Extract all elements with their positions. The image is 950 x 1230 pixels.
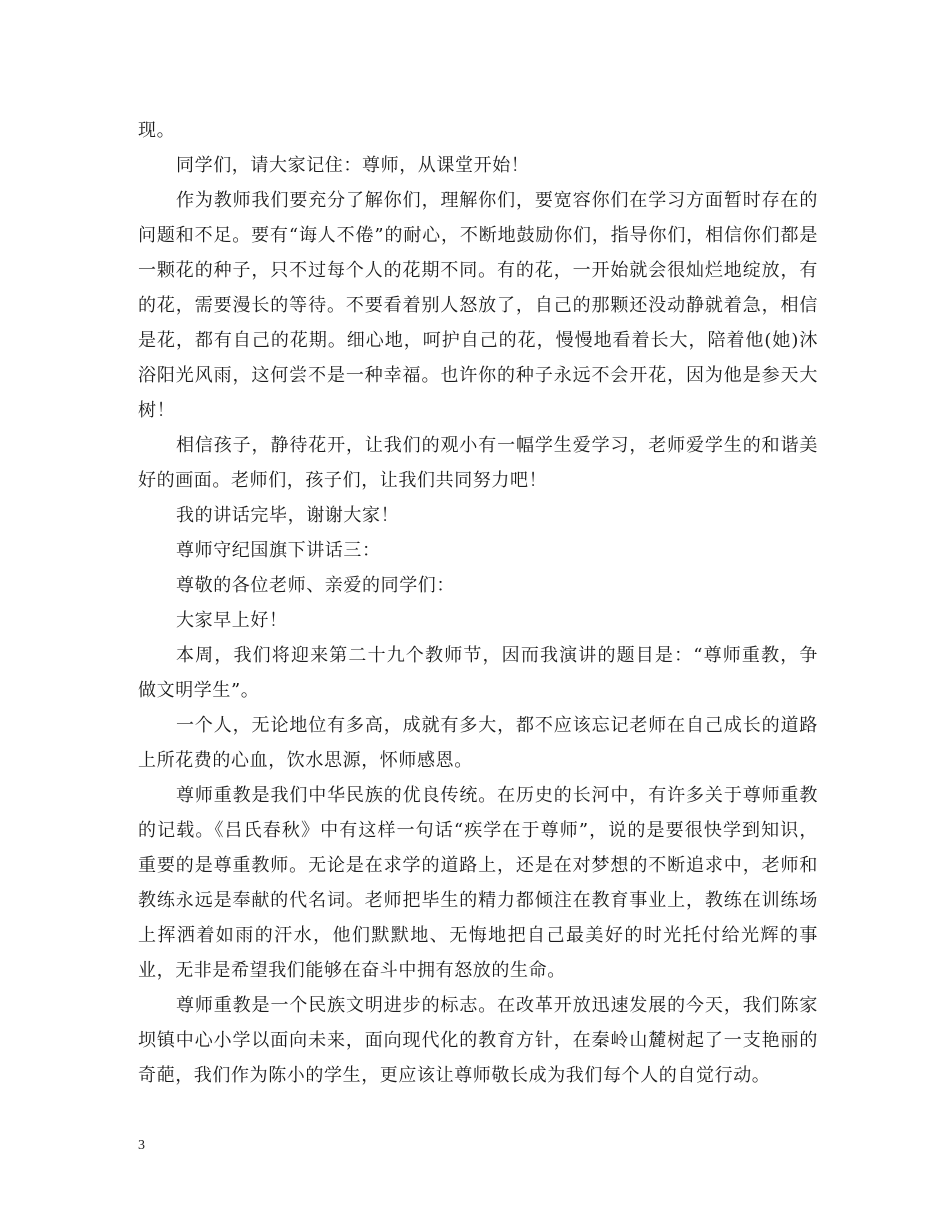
- paragraph: 尊师重教是我们中华民族的优良传统。在历史的长河中，有许多关于尊师重教的记载。《吕氏春秋》中有这样一句话“疾学在于尊师”，说的是要很快学到知识，重要的是尊重教师。无论是在求学的道路上，还是在对梦想的不断追求中，老师和教练永远是奉献的代名词。老师把毕生的精力都倾注在教育事业上，教练在训练场上挥洒着如雨的汗水，他们默默地、无悔地把自己最美好的时光托付给光辉的事业，无非是希望我们能够在奋斗中拥有怒放的生命。: [138, 785, 818, 981]
- paragraph: 我的讲话完毕，谢谢大家！: [176, 505, 400, 526]
- document-body: [138, 113, 818, 1093]
- paragraph: 同学们，请大家记住：尊师，从课堂开始！: [176, 155, 530, 176]
- paragraph: 作为教师我们要充分了解你们，理解你们，要宽容你们在学习方面暂时存在的问题和不足。要有“诲人不倦”的耐心，不断地鼓励你们，指导你们，相信你们都是一颗花的种子，只不过每个人的花期不同。有的花，一开始就会很灿烂地绽放，有的花，需要漫长的等待。不要看着别人怒放了，自己的那颗还没动静就着急，相信是花，都有自己的花期。细心地，呵护自己的花，慢慢地看着长大，陪着他(她)沐浴阳光风雨，这何尝不是一种幸福。也许你的种子永远不会开花，因为他是参天大树！: [138, 190, 818, 421]
- paragraph: 本周，我们将迎来第二十九个教师节，因而我演讲的题目是：“尊师重教，争做文明学生”。: [138, 645, 818, 701]
- paragraph-continuation: 现。: [138, 120, 176, 141]
- greeting: 大家早上好！: [176, 610, 288, 631]
- section-heading: 尊师守纪国旗下讲话三：: [176, 540, 381, 561]
- paragraph: 一个人，无论地位有多高，成就有多大，都不应该忘记老师在自己成长的道路上所花费的心血，饮水思源，怀师感恩。: [138, 715, 818, 771]
- page-number: 3: [138, 1138, 145, 1153]
- salutation: 尊敬的各位老师、亲爱的同学们：: [176, 575, 455, 596]
- paragraph: 尊师重教是一个民族文明进步的标志。在改革开放迅速发展的今天，我们陈家坝镇中心小学以面向未来，面向现代化的教育方针，在秦岭山麓树起了一支艳丽的奇葩，我们作为陈小的学生，更应该让尊师敬长成为我们每个人的自觉行动。: [138, 995, 818, 1086]
- paragraph: 相信孩子，静待花开，让我们的观小有一幅学生爱学习，老师爱学生的和谐美好的画面。老师们，孩子们，让我们共同努力吧！: [138, 435, 818, 491]
